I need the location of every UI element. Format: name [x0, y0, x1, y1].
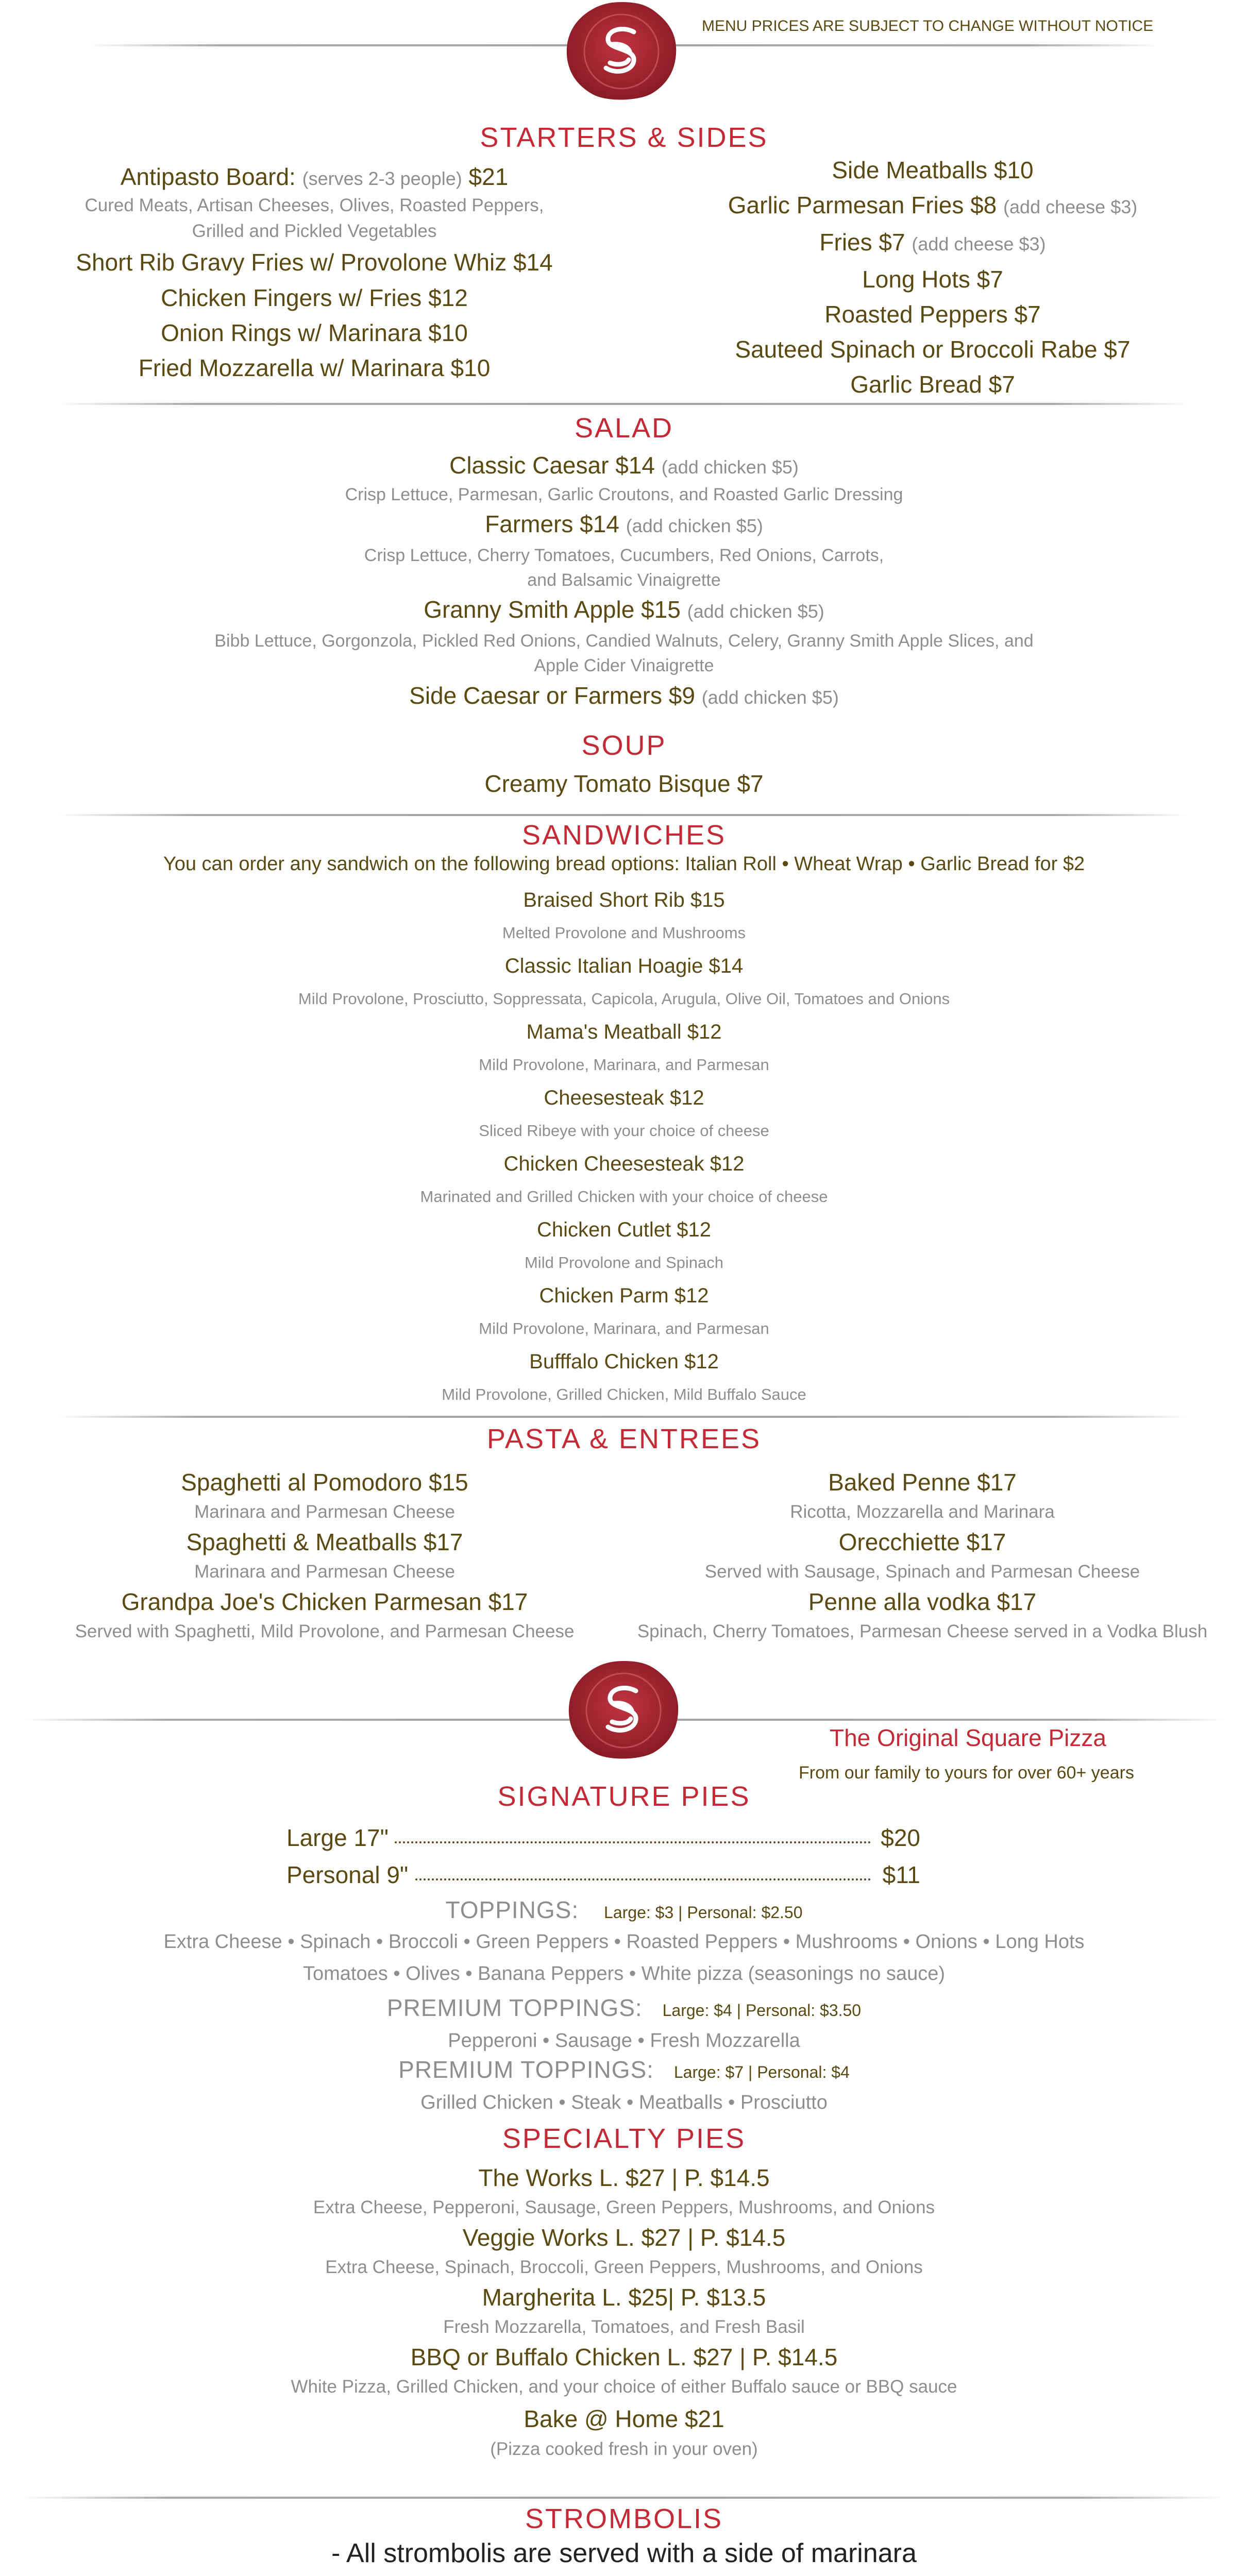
pasta-desc: Served with Spaghetti, Mild Provolone, and Parmesan Cheese	[75, 1621, 575, 1641]
divider	[57, 403, 1190, 405]
pasta-item: Orecchiette $17	[838, 1529, 1006, 1555]
sandwich-item: Cheesesteak $12	[544, 1087, 704, 1109]
specialty-pies-heading: SPECIALTY PIES	[502, 2123, 746, 2154]
starters-left-column	[41, 163, 587, 385]
specialty-desc: Extra Cheese, Pepperoni, Sausage, Green Peppers, Mushrooms, and Onions	[313, 2197, 935, 2217]
seal-logo-icon	[561, 0, 682, 103]
antipasto-desc-1: Cured Meats, Artisan Cheeses, Olives, Roasted Peppers,	[85, 195, 544, 215]
sandwich-item: Classic Italian Hoagie $14	[504, 955, 744, 977]
pasta-desc: Marinara and Parmesan Cheese	[194, 1502, 455, 1522]
specialty-list	[0, 2162, 1248, 2462]
soup-item: Creamy Tomato Bisque $7	[484, 770, 764, 797]
side-item: Roasted Peppers $7	[824, 301, 1041, 328]
side-item: Fries $7 (add cheese $3)	[819, 229, 1046, 256]
salad-desc: and Balsamic Vinaigrette	[527, 570, 721, 590]
premium-toppings-header: PREMIUM TOPPINGS: Large: $7 | Personal: $4	[398, 2056, 850, 2083]
pizza-banner-title: The Original Square Pizza	[830, 1724, 1106, 1751]
premium-toppings-list: Pepperoni • Sausage • Fresh Mozzarella	[448, 2030, 800, 2052]
pizza-banner-subtitle: From our family to yours for over 60+ years	[799, 1763, 1134, 1783]
starter-item: Fried Mozzarella w/ Marinara $10	[138, 354, 491, 381]
salad-list	[0, 450, 1248, 715]
side-item: Garlic Bread $7	[850, 371, 1015, 398]
toppings-list: Extra Cheese • Spinach • Broccoli • Green Peppers • Roasted Peppers • Mushrooms • Onions • Long Hots	[163, 1931, 1085, 1953]
specialty-item: Margherita L. $25| P. $13.5	[482, 2284, 766, 2311]
antipasto-desc-2: Grilled and Pickled Vegetables	[192, 221, 437, 241]
side-item: Garlic Parmesan Fries $8 (add cheese $3)	[728, 192, 1138, 218]
bread-options: You can order any sandwich on the following bread options: Italian Roll • Wheat Wrap • Garlic Bread for $2	[163, 853, 1085, 875]
salad-item: Granny Smith Apple $15 (add chicken $5)	[424, 596, 824, 623]
pasta-item: Penne alla vodka $17	[808, 1588, 1037, 1615]
sandwiches-heading: SANDWICHES	[521, 820, 727, 851]
price-notice: MENU PRICES ARE SUBJECT TO CHANGE WITHOUT NOTICE	[702, 18, 1154, 35]
specialty-item: Bake @ Home $21	[524, 2405, 724, 2432]
pasta-desc: Spinach, Cherry Tomatoes, Parmesan Cheese served in a Vodka Blush	[637, 1621, 1208, 1641]
pasta-item: Spaghetti al Pomodoro $15	[181, 1469, 468, 1496]
salad-desc: Apple Cider Vinaigrette	[534, 656, 714, 675]
divider	[21, 2497, 1226, 2499]
sandwich-item: Braised Short Rib $15	[523, 889, 725, 911]
starter-item: Onion Rings w/ Marinara $10	[161, 319, 468, 346]
sandwich-item: Chicken Cutlet $12	[537, 1218, 711, 1241]
divider	[57, 1416, 1190, 1418]
premium-toppings-list: Grilled Chicken • Steak • Meatballs • Prosciutto	[420, 2092, 828, 2113]
salad-desc: Bibb Lettuce, Gorgonzola, Pickled Red Onions, Candied Walnuts, Celery, Granny Smith Apple Slices, and	[214, 631, 1034, 651]
strombolis-heading: STROMBOLIS	[525, 2503, 723, 2534]
sandwich-desc: Mild Provolone, Prosciutto, Soppressata, Capicola, Arugula, Olive Oil, Tomatoes and Onions	[298, 990, 950, 1008]
sandwich-list	[0, 882, 1248, 1410]
specialty-desc: Fresh Mozzarella, Tomatoes, and Fresh Basil	[443, 2317, 805, 2337]
sandwich-item: Bufffalo Chicken $12	[529, 1350, 719, 1373]
specialty-item: Veggie Works L. $27 | P. $14.5	[462, 2224, 786, 2251]
personal-pie-row: Personal 9" $11	[286, 1861, 920, 1888]
side-item: Sauteed Spinach or Broccoli Rabe $7	[735, 336, 1131, 363]
sandwich-desc: Sliced Ribeye with your choice of cheese	[479, 1122, 769, 1140]
pasta-desc: Served with Sausage, Spinach and Parmesan Cheese	[704, 1562, 1140, 1582]
specialty-desc: White Pizza, Grilled Chicken, and your choice of either Buffalo sauce or BBQ sauce	[291, 2377, 957, 2397]
salad-desc: Crisp Lettuce, Cherry Tomatoes, Cucumbers, Red Onions, Carrots,	[364, 546, 884, 565]
sandwich-desc: Mild Provolone, Grilled Chicken, Mild Buffalo Sauce	[442, 1385, 806, 1403]
pasta-item: Spaghetti & Meatballs $17	[186, 1529, 463, 1555]
pasta-item: Grandpa Joe's Chicken Parmesan $17	[121, 1588, 528, 1615]
sandwich-item: Mama's Meatball $12	[526, 1021, 722, 1043]
seal-logo-icon	[563, 1659, 684, 1762]
sandwich-desc: Mild Provolone, Marinara, and Parmesan	[479, 1056, 769, 1074]
specialty-desc: (Pizza cooked fresh in your oven)	[490, 2439, 758, 2459]
divider	[57, 814, 1190, 816]
sandwich-desc: Marinated and Grilled Chicken with your choice of cheese	[420, 1188, 828, 1206]
pasta-item: Baked Penne $17	[828, 1469, 1017, 1496]
antipasto-item: Antipasto Board: (serves 2-3 people) $21	[120, 163, 509, 190]
salad-item: Classic Caesar $14 (add chicken $5)	[449, 452, 799, 479]
pasta-left-column	[31, 1467, 618, 1647]
pasta-desc: Marinara and Parmesan Cheese	[194, 1562, 455, 1582]
strombolis-intro: - All strombolis are served with a side of marinara	[331, 2538, 917, 2568]
pasta-heading: PASTA & ENTREES	[486, 1423, 762, 1454]
starters-right-column	[639, 152, 1226, 402]
premium-toppings-header: PREMIUM TOPPINGS: Large: $4 | Personal: $3.50	[386, 1994, 862, 2021]
salad-heading: SALAD	[574, 413, 674, 444]
sandwich-desc: Mild Provolone, Marinara, and Parmesan	[479, 1319, 769, 1337]
starter-item: Short Rib Gravy Fries w/ Provolone Whiz $14	[76, 249, 553, 276]
starters-heading: STARTERS & SIDES	[480, 122, 768, 153]
sandwich-item: Chicken Parm $12	[539, 1284, 709, 1307]
sandwich-item: Chicken Cheesesteak $12	[503, 1153, 745, 1175]
specialty-desc: Extra Cheese, Spinach, Broccoli, Green Peppers, Mushrooms, and Onions	[325, 2257, 923, 2277]
side-item: Side Meatballs $10	[832, 157, 1034, 183]
salad-item: Farmers $14 (add chicken $5)	[485, 511, 763, 537]
salad-desc: Crisp Lettuce, Parmesan, Garlic Croutons, and Roasted Garlic Dressing	[345, 485, 903, 504]
starter-item: Chicken Fingers w/ Fries $12	[161, 284, 468, 311]
toppings-header: TOPPINGS: Large: $3 | Personal: $2.50	[445, 1896, 803, 1923]
pasta-desc: Ricotta, Mozzarella and Marinara	[790, 1502, 1055, 1522]
specialty-item: BBQ or Buffalo Chicken L. $27 | P. $14.5	[410, 2344, 838, 2370]
sandwich-desc: Mild Provolone and Spinach	[524, 1253, 724, 1272]
sandwich-desc: Melted Provolone and Mushrooms	[502, 924, 746, 942]
large-pie-row: Large 17" $20	[286, 1824, 920, 1851]
side-item: Long Hots $7	[862, 266, 1003, 293]
toppings-list: Tomatoes • Olives • Banana Peppers • White pizza (seasonings no sauce)	[303, 1963, 945, 1985]
specialty-item: The Works L. $27 | P. $14.5	[478, 2164, 770, 2191]
salad-item: Side Caesar or Farmers $9 (add chicken $5)	[409, 682, 839, 709]
soup-heading: SOUP	[581, 730, 667, 761]
pasta-right-column	[623, 1467, 1221, 1647]
signature-pies-heading: SIGNATURE PIES	[497, 1781, 751, 1812]
